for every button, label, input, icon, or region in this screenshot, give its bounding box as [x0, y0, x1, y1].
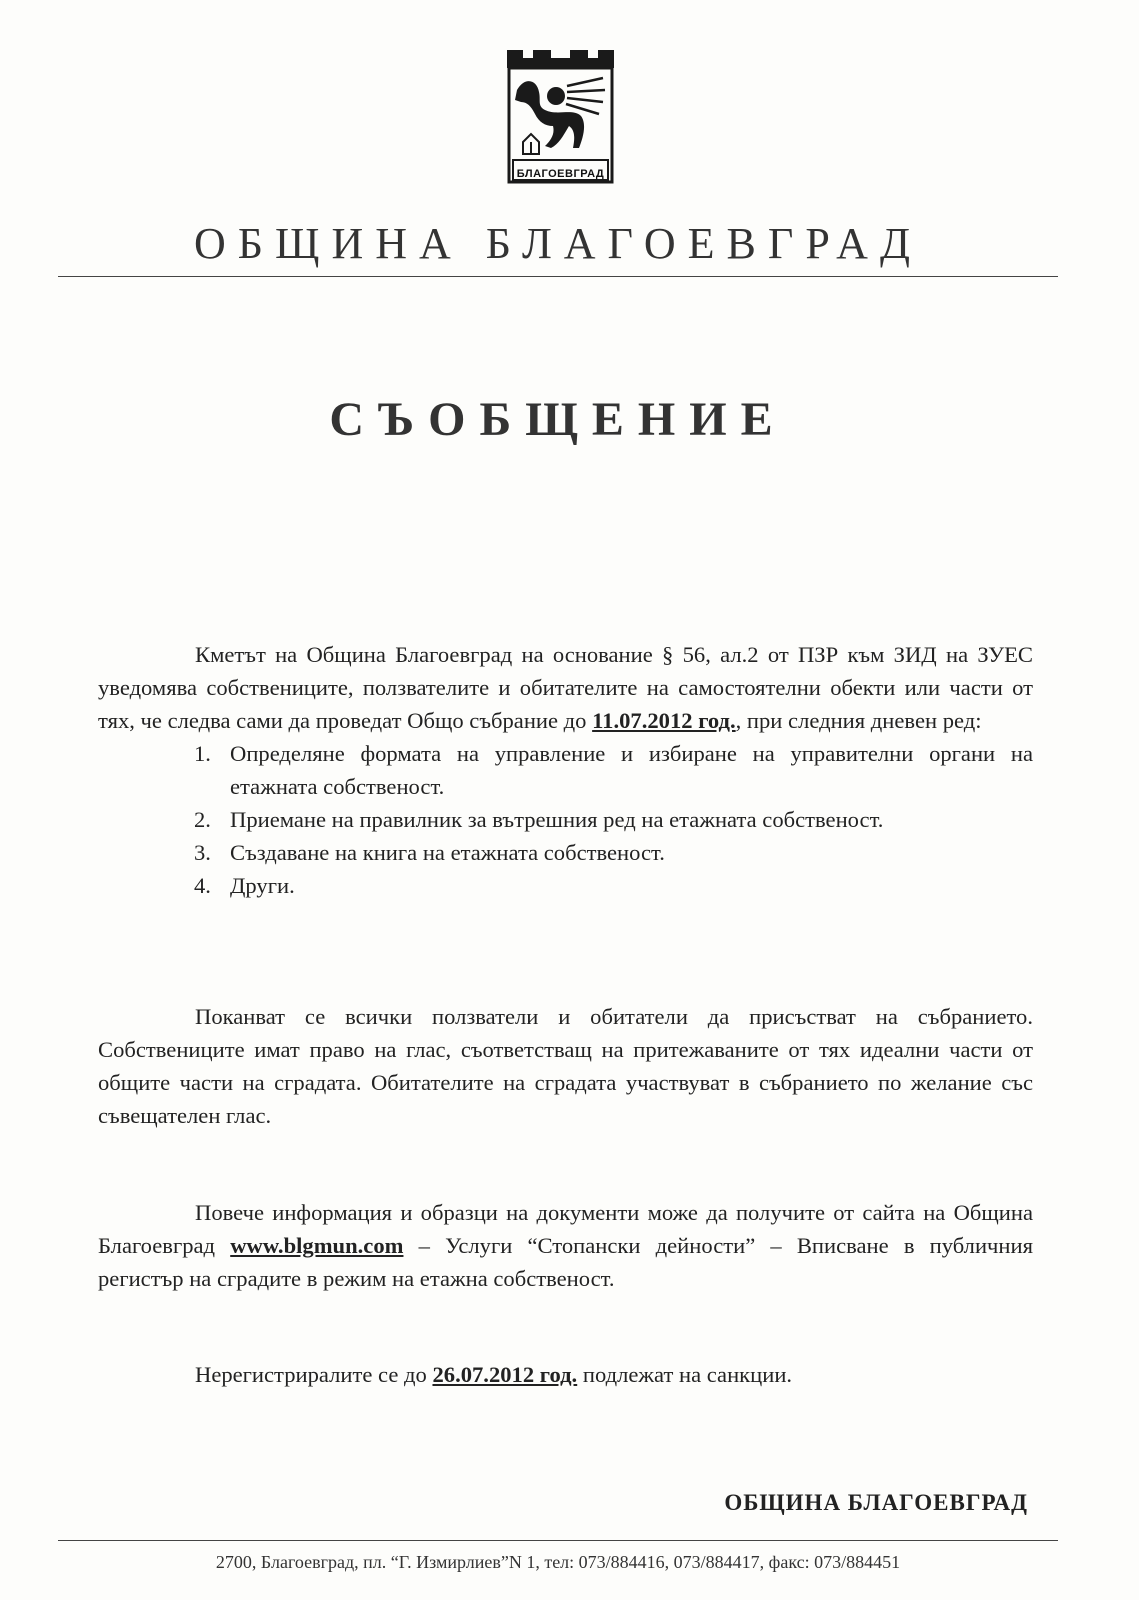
agenda-item-text: Приемане на правилник за вътрешния ред на етажната собственост. — [230, 807, 884, 832]
agenda-item — [98, 869, 1033, 902]
notice-paragraph-invitation: Поканват се всички ползватели и обитатели да присъстват на събранието. Собствениците имат право на глас, съответстващ на притежаваните от тях идеални части от общите части на сградата. Обитателите на сградата участвуват в събранието по желание със съвещателен глас. — [98, 1004, 1033, 1128]
municipal-coat-of-arms — [503, 46, 618, 194]
coat-of-arms-label: БЛАГОЕВГРАД — [516, 168, 605, 180]
intro-text — [98, 638, 1033, 737]
sanctions-text-after-date: подлежат на санкции. — [577, 1362, 793, 1387]
info-text-after-link: – Услуги “Стопански дейности” – Вписване в публичния регистър на сградите в режим на етажна собственост. — [98, 1233, 1033, 1291]
notice-paragraph-information — [98, 1196, 1033, 1295]
agenda-item — [98, 737, 1033, 803]
footer-divider — [58, 1540, 1058, 1541]
signature-block: ОБЩИНА БЛАГОЕВГРАД — [724, 1490, 1028, 1515]
sanctions-text-before-date: Нерегистриралите се до — [195, 1362, 433, 1387]
municipality-header: ОБЩИНА БЛАГОЕВГРАД — [194, 219, 922, 268]
agenda-item-text: Други. — [230, 873, 295, 898]
notice-paragraph-sanctions — [98, 1358, 1033, 1391]
agenda-item-number: 3. — [194, 840, 211, 865]
agenda-list — [98, 737, 1033, 902]
meeting-deadline-date: 11.07.2012 год. — [592, 708, 736, 733]
notice-paragraph-intro — [98, 638, 1033, 902]
notice-title: СЪОБЩЕНИЕ — [329, 393, 787, 446]
footer-contact-info: 2700, Благоевград, пл. “Г. Измирлиев”N 1, тел: 073/884416, 073/884417, факс: 073/884451 — [215, 1552, 901, 1572]
info-text-before-link: Повече информация и образци на документи може да получите от сайта на Община Благоевград — [98, 1200, 1033, 1258]
header-divider — [58, 276, 1058, 277]
agenda-item-number: 1. — [194, 741, 211, 766]
intro-text-before-date: Кметът на Община Благоевград на основание § 56, ал.2 от ПЗР към ЗИД на ЗУЕС уведомява собствениците, ползвателите и обитателите на самостоятелни обекти или части от тях, че следва сами да проведат Общо събрание до — [98, 642, 1033, 733]
website-link[interactable]: www.blgmun.com — [230, 1233, 404, 1258]
agenda-item-number: 4. — [194, 873, 211, 898]
agenda-item — [98, 803, 1033, 836]
registration-deadline-date: 26.07.2012 год. — [432, 1362, 578, 1387]
intro-text-after-date: , при следния дневен ред: — [735, 708, 982, 733]
agenda-item-number: 2. — [194, 807, 211, 832]
agenda-item-text: Определяне формата на управление и избиране на управителни органи на етажната собственост. — [230, 741, 1033, 799]
agenda-item-text: Създаване на книга на етажната собственост. — [230, 840, 665, 865]
agenda-item — [98, 836, 1033, 869]
